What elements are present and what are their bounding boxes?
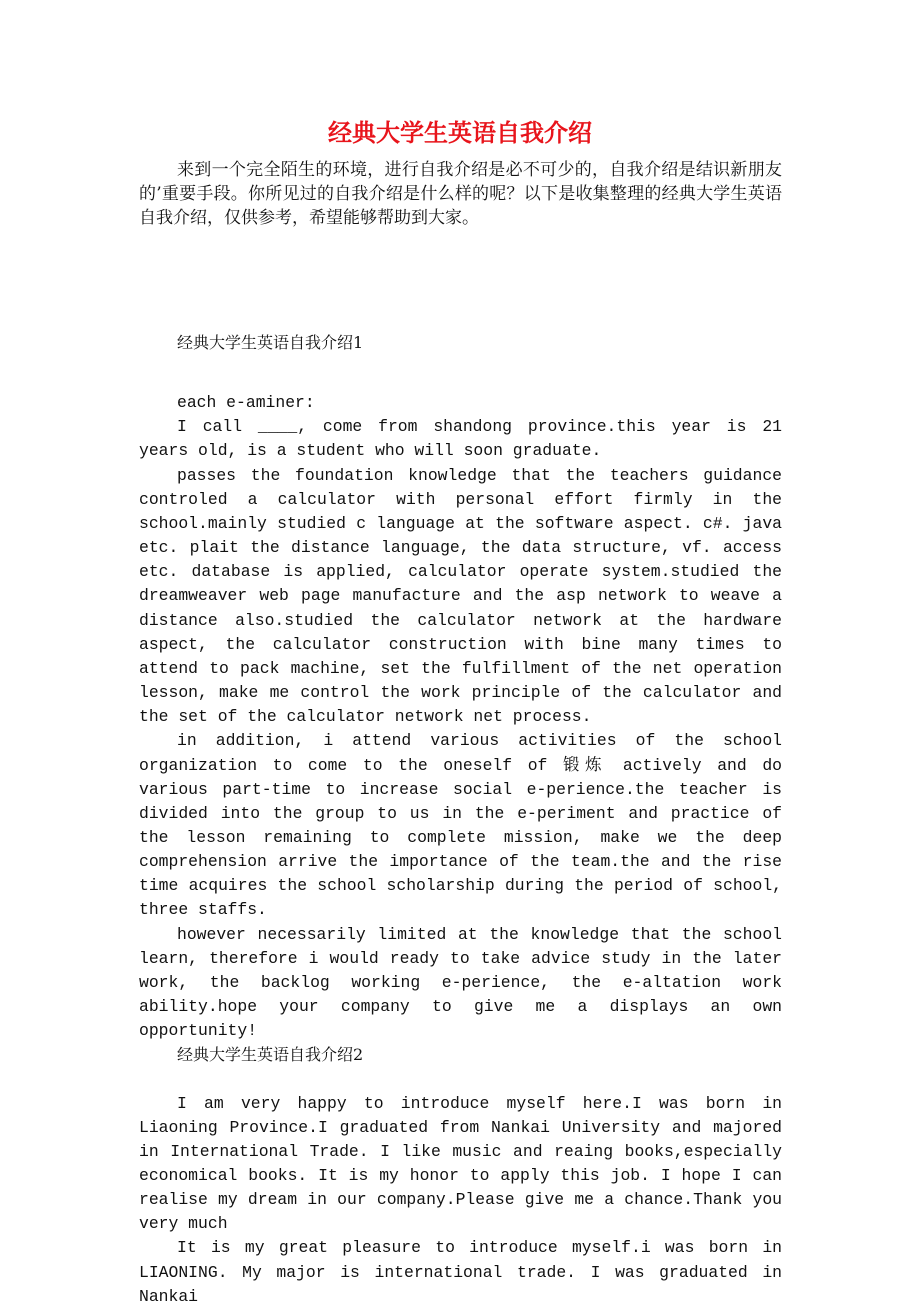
- intro-paragraph: 来到一个完全陌生的环境，进行自我介绍是必不可少的，自我介绍是结识新朋友的’重要手段。你所见过的自我介绍是什么样的呢？以下是收集整理的经典大学生英语自我介绍，仅供参考，希望能够帮助到大家。: [139, 160, 782, 228]
- spacer: [139, 1068, 782, 1092]
- paragraph: I am very happy to introduce myself here.I was born in Liaoning Province.I graduated from Nankai University and majored in International Trade. I like music and reaing books,especially economical books. It is my honor to apply this job. I hope I can realise my dream in our company.Please give me a chance.Thank you very much: [139, 1093, 782, 1234]
- paragraph: in addition, i attend various activities of the school organization to come to the oneself of 锻炼 actively and do various part-time to increase social e-perience.the teacher is divided into the group to us in the e-periment and practice of the lesson remaining to complete mission, make we the deep comprehension arrive the importance of the team.the and the rise time acquires the school scholarship during the period of school, three staffs.: [139, 731, 782, 920]
- paragraph: It is my great pleasure to introduce myself.i was born in LIAONING. My major is international trade. I was graduated in Nankai: [139, 1238, 782, 1306]
- paragraph: each e-aminer:: [177, 393, 315, 413]
- paragraph: passes the foundation knowledge that the teachers guidance controled a calculator with personal effort firmly in the school.mainly studied c language at the software aspect. c#. java etc. plait the distance language, the data structure, vf. access etc. database is applied, calculator operate system.studied the dreamweaver web page manufacture and the asp network to weave a distance also.studied the calculator network at the hardware aspect, the calculator construction with bine many times to attend to pack machine, set the fulfillment of the net operation lesson, make me control the work principle of the calculator and the set of the calculator network net process.: [139, 465, 782, 727]
- section-2-heading: 经典大学生英语自我介绍2: [177, 1045, 364, 1065]
- spacer: [139, 379, 782, 391]
- document-body: [139, 331, 782, 1309]
- spacer: [139, 355, 782, 379]
- paragraph: however necessarily limited at the knowledge that the school learn, therefore i would ready to take advice study in the later work, the backlog working e-perience, the e-altation work ability.hope your company to give me a displays an own opportunity!: [139, 924, 782, 1041]
- document-title: 经典大学生英语自我介绍: [328, 118, 592, 147]
- section-1-heading: 经典大学生英语自我介绍1: [177, 333, 364, 352]
- paragraph: I call ____, come from shandong province.this year is 21 years old, is a student who will soon graduate.: [139, 417, 782, 461]
